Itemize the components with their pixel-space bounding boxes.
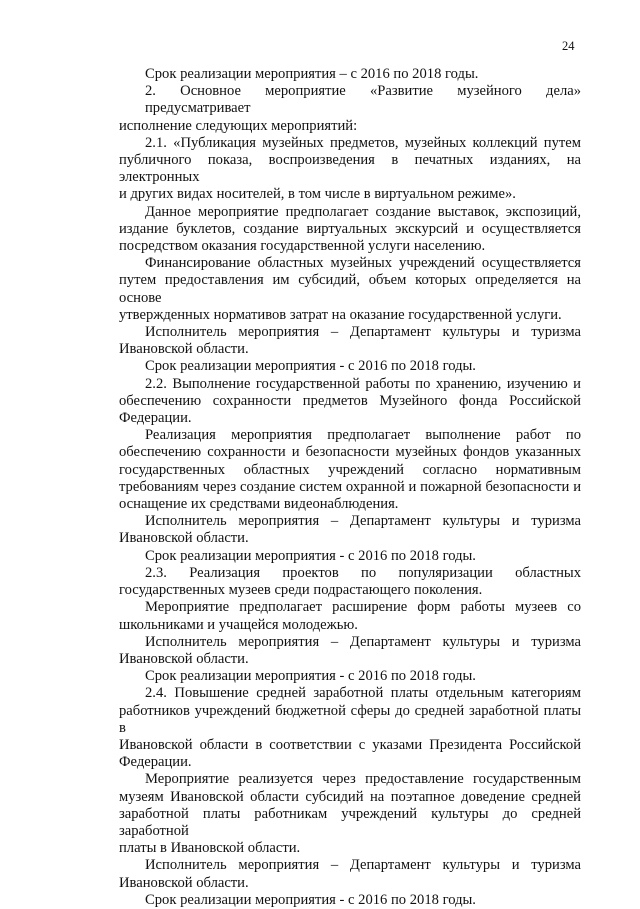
paragraph-p9 — [119, 427, 581, 513]
text-line: требованиям через создание систем охранной и пожарной безопасности и — [119, 478, 581, 495]
text-line: Срок реализации мероприятия - с 2016 по 2018 годы. — [145, 358, 476, 375]
text-line: Федерации. — [119, 754, 192, 771]
text-line: 2. Основное мероприятие «Развитие музейного дела» предусматривает — [145, 83, 581, 117]
text-line: заработной платы работникам учреждений культуры до средней заработной — [119, 805, 581, 839]
text-line: Исполнитель мероприятия – Департамент культуры и туризма — [145, 324, 581, 341]
text-line: утвержденных нормативов затрат на оказание государственной услуги. — [119, 306, 562, 323]
text-line: Федерации. — [119, 410, 192, 427]
paragraph-p4 — [119, 204, 581, 256]
text-line: посредством оказания государственной услуги населению. — [119, 238, 486, 255]
text-line: исполнение следующих мероприятий: — [119, 117, 358, 134]
text-line: платы в Ивановской области. — [119, 840, 301, 857]
text-line: Исполнитель мероприятия – Департамент культуры и туризма — [145, 513, 581, 530]
paragraph-p13 — [119, 599, 581, 633]
paragraph-p19 — [119, 892, 581, 909]
paragraph-p10 — [119, 513, 581, 547]
paragraph-p17 — [119, 771, 581, 857]
paragraph-p7 — [119, 358, 581, 375]
page-number: 24 — [562, 39, 575, 53]
document-body — [119, 66, 581, 909]
paragraph-p14 — [119, 634, 581, 668]
text-line: обеспечению сохранности предметов Музейного фонда Российской — [119, 392, 581, 409]
paragraph-p2 — [119, 83, 581, 135]
text-line: Ивановской области. — [119, 650, 249, 667]
paragraph-p1 — [119, 66, 581, 83]
text-line: Данное мероприятие предполагает создание выставок, экспозиций, — [145, 203, 581, 220]
text-line: и других видах носителей, в том числе в виртуальном режиме». — [119, 186, 516, 203]
text-line: работников учреждений бюджетной сферы до средней заработной платы в — [119, 702, 581, 736]
text-line: Мероприятие предполагает расширение форм работы музеев со — [145, 599, 581, 616]
text-line: государственных областных учреждений согласно нормативным — [119, 461, 581, 478]
text-line: Ивановской области в соответствии с указами Президента Российской — [119, 736, 581, 753]
text-line: 2.1. «Публикация музейных предметов, музейных коллекций путем — [145, 134, 581, 151]
paragraph-p5 — [119, 255, 581, 324]
paragraph-p3 — [119, 135, 581, 204]
paragraph-p6 — [119, 324, 581, 358]
text-line: публичного показа, воспроизведения в печатных изданиях, на электронных — [119, 152, 581, 186]
text-line: Ивановской области. — [119, 341, 249, 358]
paragraph-p15 — [119, 668, 581, 685]
text-line: Исполнитель мероприятия – Департамент культуры и туризма — [145, 633, 581, 650]
text-line: Срок реализации мероприятия - с 2016 по 2018 годы. — [145, 547, 476, 564]
paragraph-p12 — [119, 565, 581, 599]
text-line: государственных музеев среди подрастающего поколения. — [119, 582, 483, 599]
text-line: обеспечению сохранности и безопасности музейных фондов указанных — [119, 444, 581, 461]
text-line: издание буклетов, создание виртуальных экскурсий и осуществляется — [119, 220, 581, 237]
text-line: Финансирование областных музейных учреждений осуществляется — [145, 255, 581, 272]
text-line: Реализация мероприятия предполагает выполнение работ по — [145, 427, 581, 444]
text-line: 2.4. Повышение средней заработной платы отдельным категориям — [145, 685, 581, 702]
paragraph-p16 — [119, 685, 581, 771]
text-line: Ивановской области. — [119, 874, 249, 891]
paragraph-p11 — [119, 548, 581, 565]
text-line: школьниками и учащейся молодежью. — [119, 616, 358, 633]
text-line: 2.3. Реализация проектов по популяризации областных — [145, 564, 581, 581]
text-line: музеям Ивановской области субсидий на поэтапное доведение средней — [119, 788, 581, 805]
paragraph-p8 — [119, 376, 581, 428]
text-line: путем предоставления им субсидий, объем которых определяется на основе — [119, 272, 581, 306]
text-line: Срок реализации мероприятия - с 2016 по 2018 годы. — [145, 668, 476, 685]
text-line: 2.2. Выполнение государственной работы по хранению, изучению и — [145, 375, 581, 392]
text-line: оснащение их средствами видеонаблюдения. — [119, 496, 399, 513]
text-line: Ивановской области. — [119, 530, 249, 547]
text-line: Исполнитель мероприятия – Департамент культуры и туризма — [145, 857, 581, 874]
text-line: Срок реализации мероприятия - с 2016 по 2018 годы. — [145, 891, 476, 908]
paragraph-p18 — [119, 857, 581, 891]
text-line: Срок реализации мероприятия – с 2016 по 2018 годы. — [145, 66, 479, 82]
text-line: Мероприятие реализуется через предоставление государственным — [145, 771, 581, 788]
